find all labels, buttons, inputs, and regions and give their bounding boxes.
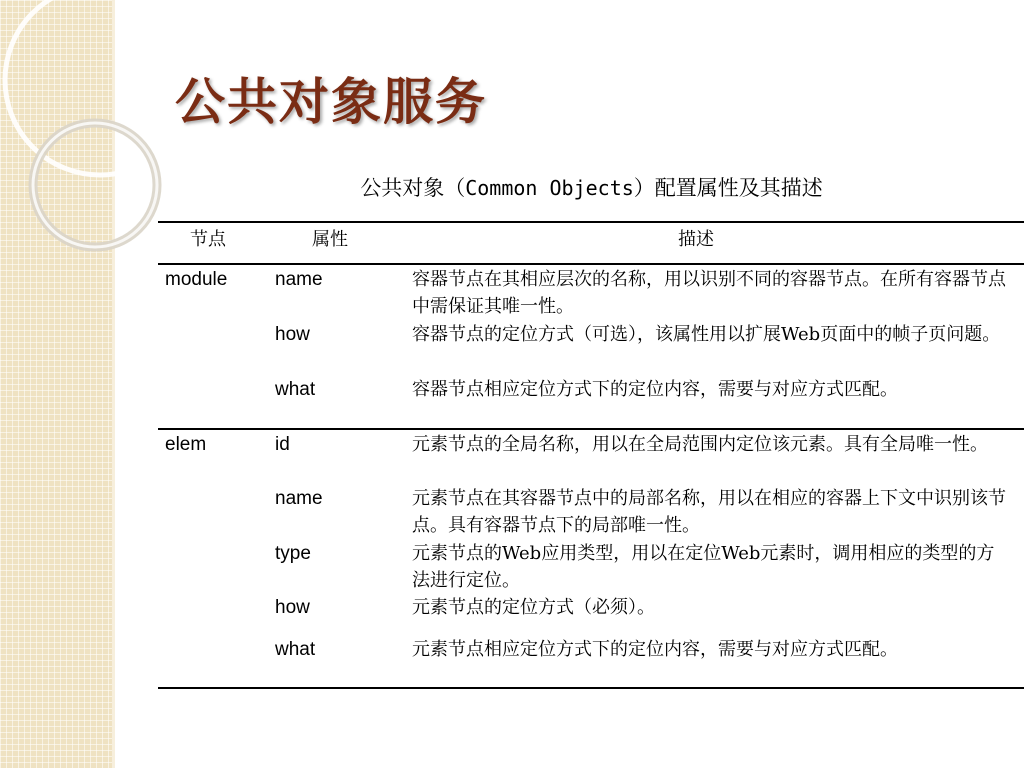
caption-suffix: ）配置属性及其描述	[633, 176, 823, 200]
attr-module-what: what	[275, 379, 316, 400]
node-module: module	[165, 269, 228, 290]
table-caption	[158, 172, 1024, 202]
desc-elem-name: 元素节点在其容器节点中的局部名称，用以在相应的容器上下文中识别该节点。具有容器节点下的局部唯一性。	[412, 488, 1006, 536]
desc-module-what: 容器节点相应定位方式下的定位内容，需要与对应方式匹配。	[412, 379, 898, 400]
caption-latin: Common Objects	[465, 176, 634, 200]
attr-elem-what: what	[275, 639, 316, 660]
desc-elem-type: 元素节点的Web应用类型，用以在定位Web元素时，调用相应的类型的方法进行定位。	[412, 543, 995, 591]
slide-title: 公共对象服务	[175, 73, 487, 131]
attr-elem-id: id	[275, 434, 290, 455]
desc-elem-how: 元素节点的定位方式（必须）。	[412, 597, 655, 618]
header-attribute: 属性	[312, 229, 348, 250]
desc-elem-what: 元素节点相应定位方式下的定位内容，需要与对应方式匹配。	[412, 639, 898, 660]
header-description: 描述	[678, 229, 714, 250]
attr-elem-how: how	[275, 597, 310, 618]
desc-module-name: 容器节点在其相应层次的名称，用以识别不同的容器节点。在所有容器节点中需保证其唯一性。	[412, 269, 1006, 317]
attr-module-how: how	[275, 324, 310, 345]
node-elem: elem	[165, 434, 207, 455]
table-bottom-rule	[158, 687, 1024, 689]
desc-elem-id: 元素节点的全局名称，用以在全局范围内定位该元素。具有全局唯一性。	[412, 434, 988, 455]
header-node: 节点	[190, 229, 226, 250]
caption-prefix: 公共对象（	[360, 176, 466, 200]
desc-module-how: 容器节点的定位方式（可选），该属性用以扩展Web页面中的帧子页问题。	[412, 324, 1001, 345]
table-top-rule	[158, 221, 1024, 223]
deco-circle-small-inner	[33, 123, 157, 247]
deco-circle-large	[5, 0, 195, 175]
attr-module-name: name	[275, 269, 323, 290]
attr-elem-name: name	[275, 488, 323, 509]
group-divider-rule	[158, 428, 1024, 430]
attr-elem-type: type	[275, 543, 311, 564]
header-bottom-rule	[158, 263, 1024, 265]
